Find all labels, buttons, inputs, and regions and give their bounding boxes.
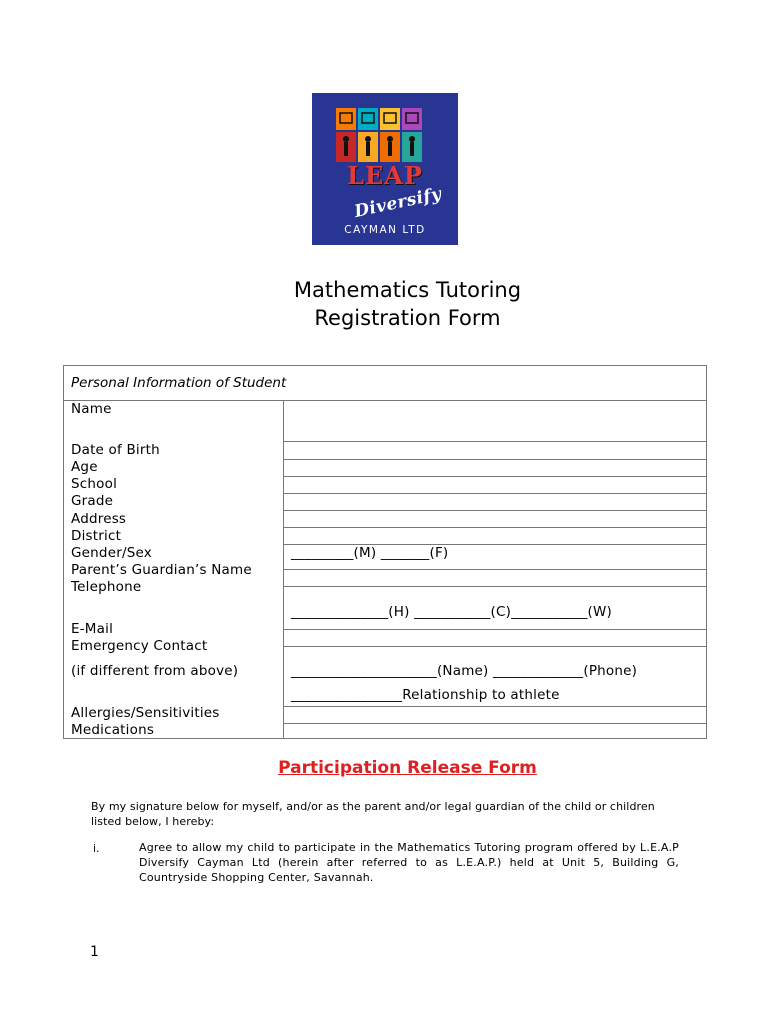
email-label: E-Mail bbox=[71, 621, 114, 637]
name-label: Name bbox=[71, 401, 112, 417]
section-header bbox=[64, 366, 706, 401]
row-divider bbox=[284, 723, 706, 724]
logo-script-text: Diversify bbox=[352, 184, 444, 222]
row-divider bbox=[284, 441, 706, 442]
row-divider bbox=[284, 646, 706, 647]
row-divider bbox=[284, 629, 706, 630]
row-divider bbox=[284, 706, 706, 707]
page-number: 1 bbox=[90, 944, 99, 960]
gender-label: Gender/Sex bbox=[71, 545, 152, 561]
if-different-label: (if different from above) bbox=[71, 663, 239, 679]
gender-field[interactable]: _________(M) _______(F) bbox=[291, 545, 449, 561]
row-divider bbox=[284, 510, 706, 511]
title-line-1: Mathematics Tutoring bbox=[293, 278, 522, 302]
student-info-table bbox=[63, 365, 707, 739]
allergies-label: Allergies/Sensitivities bbox=[71, 705, 220, 721]
age-label: Age bbox=[71, 459, 98, 475]
row-divider bbox=[284, 569, 706, 570]
item-text: Agree to allow my child to participate in the Mathematics Tutoring program offered by L.E.A.P Diversify Cayman Ltd (herein after referred to as L.E.A.P.) held at Unit 5, Building G, Countryside Shopping Center, Savannah. bbox=[139, 841, 679, 884]
section-title: Personal Information of Student bbox=[71, 375, 287, 391]
school-label: School bbox=[71, 476, 118, 492]
telephone-field[interactable]: ______________(H) ___________(C)___________(W) bbox=[291, 604, 613, 620]
medications-label: Medications bbox=[71, 722, 155, 738]
row-divider bbox=[284, 476, 706, 477]
dob-label: Date of Birth bbox=[71, 442, 160, 458]
release-intro: By my signature below for myself, and/or as the parent and/or legal guardian of the child or children listed below, I hereby: bbox=[91, 800, 655, 828]
row-divider bbox=[284, 527, 706, 528]
row-divider bbox=[284, 493, 706, 494]
district-label: District bbox=[71, 528, 122, 544]
address-label: Address bbox=[71, 511, 127, 527]
logo-brand-text: LEAP bbox=[347, 161, 423, 190]
row-divider bbox=[284, 586, 706, 587]
telephone-label: Telephone bbox=[71, 579, 142, 595]
release-title: Participation Release Form bbox=[278, 758, 537, 778]
logo-tagline: CAYMAN LTD bbox=[344, 224, 426, 236]
title-line-2: Registration Form bbox=[314, 306, 501, 330]
company-logo bbox=[312, 93, 458, 245]
page-title bbox=[150, 276, 665, 332]
relationship-field[interactable]: ________________Relationship to athlete bbox=[291, 687, 560, 703]
row-divider bbox=[284, 459, 706, 460]
guardian-label: Parent’s Guardian’s Name bbox=[71, 562, 252, 578]
emergency-label: Emergency Contact bbox=[71, 638, 208, 654]
grade-label: Grade bbox=[71, 493, 114, 509]
emergency-field[interactable]: _____________________(Name) _____________(Phone) bbox=[291, 663, 638, 679]
item-number: i. bbox=[93, 842, 100, 855]
